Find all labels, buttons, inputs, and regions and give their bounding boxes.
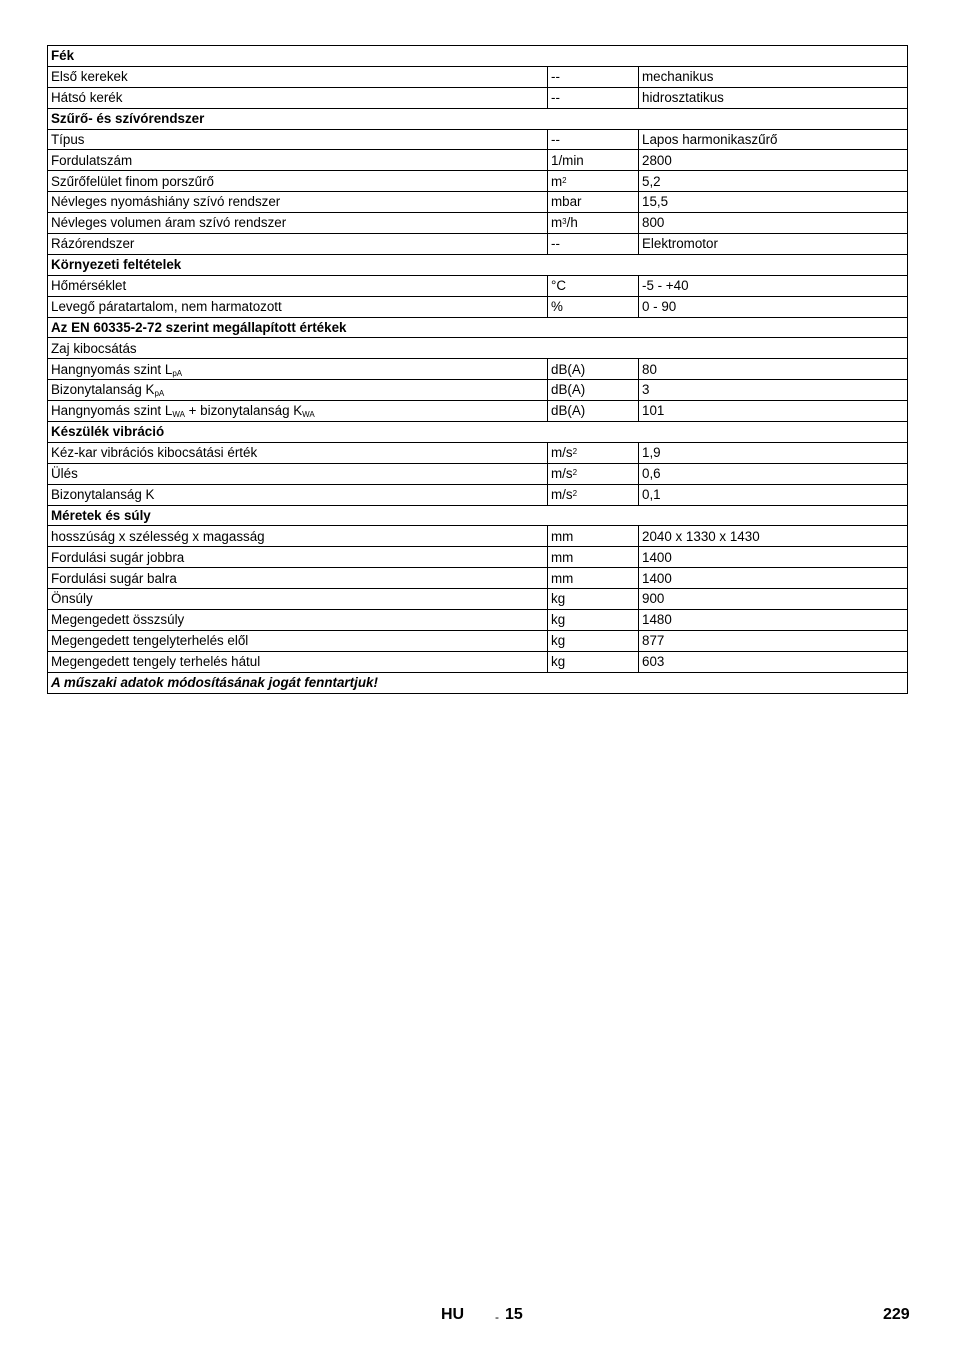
table-row <box>48 651 908 672</box>
table-row <box>48 401 908 422</box>
unit-text: % <box>551 298 563 314</box>
label-text: Az EN 60335-2-72 szerint megállapított értékek <box>51 319 347 335</box>
unit-text: 1/min <box>551 152 584 168</box>
value-text: 0 - 90 <box>642 298 677 314</box>
parameter-label: Levegő páratartalom, nem harmatozott <box>51 298 282 314</box>
parameter-label: Rázórendszer <box>51 236 135 252</box>
unit-superscript: 2 <box>572 488 578 498</box>
unit-superscript: 3 <box>562 217 567 227</box>
value-cell <box>639 651 908 672</box>
unit-text: dB(A) <box>551 361 586 377</box>
unit-text: m/s <box>551 466 573 482</box>
table-row <box>48 463 908 484</box>
unit-cell <box>548 213 639 234</box>
value-text: 15,5 <box>642 194 669 210</box>
parameter-label: Fordulási sugár jobbra <box>51 549 185 565</box>
section-header-row <box>48 254 908 275</box>
unit-cell <box>548 442 639 463</box>
value-cell <box>639 66 908 87</box>
unit-cell <box>548 192 639 213</box>
table-row <box>48 150 908 171</box>
parameter-cell <box>48 380 548 401</box>
section-header-row <box>48 46 908 67</box>
unit-text: kg <box>551 633 566 649</box>
parameter-label: Szűrőfelület finom porszűrő <box>51 173 214 189</box>
parameter-label: Megengedett tengelyterhelés elől <box>51 633 249 649</box>
subsection-label <box>48 338 908 359</box>
value-cell <box>639 568 908 589</box>
parameter-subscript: WA <box>302 410 315 420</box>
section-header-row <box>48 422 908 443</box>
section-header-row <box>48 108 908 129</box>
value-text: 0,1 <box>642 486 661 502</box>
value-cell <box>639 463 908 484</box>
section-title <box>48 505 908 526</box>
parameter-label: hosszúság x szélesség x magasság <box>51 528 265 544</box>
parameter-cell <box>48 171 548 192</box>
parameter-label: Ülés <box>51 466 78 482</box>
parameter-label: Bizonytalanság K <box>51 486 155 502</box>
unit-text: mm <box>551 549 574 565</box>
parameter-cell <box>48 87 548 108</box>
table-row <box>48 630 908 651</box>
unit-cell <box>548 150 639 171</box>
table-row <box>48 442 908 463</box>
value-text: 2040 x 1330 x 1430 <box>642 528 760 544</box>
unit-cell <box>548 526 639 547</box>
value-cell <box>639 380 908 401</box>
unit-text: mm <box>551 528 574 544</box>
parameter-label: Megengedett tengely terhelés hátul <box>51 654 261 670</box>
technical-data-table <box>47 45 908 694</box>
label-text: Méretek és súly <box>51 507 151 523</box>
value-cell <box>639 589 908 610</box>
table-row <box>48 213 908 234</box>
value-text: 0,6 <box>642 466 661 482</box>
unit-superscript: 2 <box>572 447 578 457</box>
parameter-cell <box>48 234 548 255</box>
unit-cell <box>548 380 639 401</box>
unit-text: kg <box>551 591 566 607</box>
table-row <box>48 589 908 610</box>
value-cell <box>639 87 908 108</box>
section-header-row <box>48 317 908 338</box>
value-cell <box>639 547 908 568</box>
unit-cell <box>548 66 639 87</box>
parameter-cell <box>48 526 548 547</box>
value-text: 877 <box>642 633 665 649</box>
parameter-label: Önsúly <box>51 591 93 607</box>
footer-language: HU <box>441 1306 465 1323</box>
unit-text: m/s <box>551 445 573 461</box>
value-text: 1,9 <box>642 445 661 461</box>
parameter-cell <box>48 296 548 317</box>
section-title <box>48 46 908 67</box>
parameter-label: Névleges volumen áram szívó rendszer <box>51 215 287 231</box>
parameter-cell <box>48 442 548 463</box>
unit-cell <box>548 401 639 422</box>
value-cell <box>639 150 908 171</box>
unit-superscript: 2 <box>562 175 567 185</box>
parameter-label: Névleges nyomáshiány szívó rendszer <box>51 194 281 210</box>
table-row <box>48 192 908 213</box>
unit-text-cont: /h <box>566 215 578 231</box>
unit-cell <box>548 463 639 484</box>
table-row <box>48 234 908 255</box>
parameter-label: Hátsó kerék <box>51 90 123 106</box>
parameter-label: Típus <box>51 131 85 147</box>
parameter-subscript: pA <box>172 368 183 378</box>
parameter-cell <box>48 484 548 505</box>
unit-cell <box>548 568 639 589</box>
value-cell <box>639 442 908 463</box>
parameter-label: Fordulatszám <box>51 152 133 168</box>
unit-cell <box>548 610 639 631</box>
parameter-cell <box>48 150 548 171</box>
unit-text: mbar <box>551 194 582 210</box>
value-text: 1480 <box>642 612 672 628</box>
unit-cell <box>548 630 639 651</box>
value-cell <box>639 213 908 234</box>
parameter-label: Első kerekek <box>51 69 128 85</box>
value-cell <box>639 401 908 422</box>
table-row <box>48 380 908 401</box>
table-row <box>48 547 908 568</box>
unit-cell <box>548 234 639 255</box>
label-text: Környezeti feltételek <box>51 257 182 273</box>
unit-cell <box>548 359 639 380</box>
unit-text: kg <box>551 654 566 670</box>
parameter-cell <box>48 359 548 380</box>
value-text: 1400 <box>642 570 672 586</box>
unit-text: mm <box>551 570 574 586</box>
label-text: Szűrő- és szívórendszer <box>51 110 205 126</box>
section-title <box>48 317 908 338</box>
footer-page-number: 229 <box>883 1306 910 1323</box>
unit-text: dB(A) <box>551 403 586 419</box>
value-cell <box>639 630 908 651</box>
value-text: 1400 <box>642 549 672 565</box>
parameter-cell <box>48 610 548 631</box>
value-text: 603 <box>642 654 665 670</box>
label-text: Zaj kibocsátás <box>51 340 137 356</box>
section-header-row <box>48 505 908 526</box>
parameter-cell <box>48 463 548 484</box>
table-row <box>48 338 908 359</box>
parameter-label: Hangnyomás szint L <box>51 403 173 419</box>
unit-superscript: 2 <box>572 468 578 478</box>
parameter-label: Megengedett összsúly <box>51 612 185 628</box>
unit-cell <box>548 589 639 610</box>
unit-text: m <box>551 173 563 189</box>
parameter-cell <box>48 275 548 296</box>
value-text: 2800 <box>642 152 672 168</box>
parameter-cell <box>48 589 548 610</box>
unit-text: -- <box>551 69 560 85</box>
value-cell <box>639 296 908 317</box>
value-cell <box>639 192 908 213</box>
unit-cell <box>548 129 639 150</box>
section-title <box>48 108 908 129</box>
parameter-cell <box>48 401 548 422</box>
label-text: Fék <box>51 48 75 64</box>
unit-cell <box>548 547 639 568</box>
unit-text: m/s <box>551 486 573 502</box>
parameter-label: Hangnyomás szint L <box>51 361 173 377</box>
value-cell <box>639 484 908 505</box>
section-title <box>48 254 908 275</box>
unit-cell <box>548 87 639 108</box>
unit-cell <box>548 651 639 672</box>
label-text: Készülék vibráció <box>51 424 165 440</box>
table-row <box>48 359 908 380</box>
footer-dash: - <box>495 1310 499 1324</box>
parameter-subscript: pA <box>154 389 165 399</box>
value-text: 900 <box>642 591 665 607</box>
parameter-cell <box>48 568 548 589</box>
parameter-subscript: WA <box>172 410 185 420</box>
label-text: A műszaki adatok módosításának jogát fenntartjuk! <box>51 674 378 690</box>
table-row <box>48 129 908 150</box>
footer-section-page: 15 <box>505 1306 523 1323</box>
disclaimer-note <box>48 672 908 693</box>
parameter-label-cont: + bizonytalanság K <box>184 403 303 419</box>
table-row <box>48 66 908 87</box>
parameter-label: Fordulási sugár balra <box>51 570 177 586</box>
parameter-cell <box>48 66 548 87</box>
parameter-cell <box>48 630 548 651</box>
value-cell <box>639 275 908 296</box>
value-cell <box>639 526 908 547</box>
unit-text: -- <box>551 131 560 147</box>
value-cell <box>639 359 908 380</box>
value-text: -5 - +40 <box>642 278 689 294</box>
table-row <box>48 275 908 296</box>
parameter-cell <box>48 192 548 213</box>
unit-cell <box>548 275 639 296</box>
table-row <box>48 296 908 317</box>
unit-cell <box>548 484 639 505</box>
value-cell <box>639 129 908 150</box>
unit-text: -- <box>551 90 560 106</box>
table-row <box>48 526 908 547</box>
parameter-label: Hőmérséklet <box>51 278 127 294</box>
table-row <box>48 171 908 192</box>
parameter-cell <box>48 651 548 672</box>
value-text: 80 <box>642 361 657 377</box>
value-text: 800 <box>642 215 665 231</box>
parameter-cell <box>48 547 548 568</box>
value-cell <box>639 610 908 631</box>
parameter-label: Kéz-kar vibrációs kibocsátási érték <box>51 445 258 461</box>
value-text: Lapos harmonikaszűrő <box>642 131 778 147</box>
value-text: mechanikus <box>642 69 714 85</box>
value-text: 5,2 <box>642 173 661 189</box>
parameter-cell <box>48 213 548 234</box>
value-text: Elektromotor <box>642 236 718 252</box>
unit-text: m <box>551 215 563 231</box>
unit-text: °C <box>551 278 567 294</box>
value-text: hidrosztatikus <box>642 90 724 106</box>
section-title <box>48 422 908 443</box>
table-row <box>48 568 908 589</box>
unit-cell <box>548 171 639 192</box>
unit-text: dB(A) <box>551 382 586 398</box>
unit-cell <box>548 296 639 317</box>
value-cell <box>639 234 908 255</box>
value-text: 101 <box>642 403 665 419</box>
unit-text: kg <box>551 612 566 628</box>
table-row <box>48 484 908 505</box>
unit-text: -- <box>551 236 560 252</box>
technical-data-body <box>48 46 908 694</box>
footnote-row <box>48 672 908 693</box>
value-cell <box>639 171 908 192</box>
table-row <box>48 87 908 108</box>
parameter-cell <box>48 129 548 150</box>
parameter-label: Bizonytalanság K <box>51 382 155 398</box>
table-row <box>48 610 908 631</box>
value-text: 3 <box>642 382 650 398</box>
